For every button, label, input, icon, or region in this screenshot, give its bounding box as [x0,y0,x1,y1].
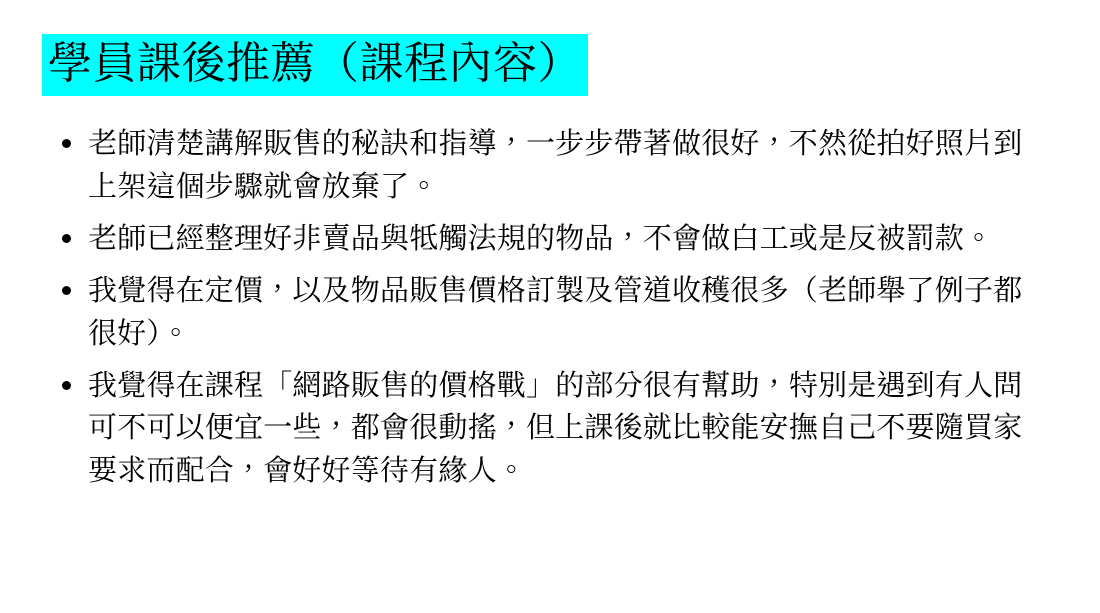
bullet-list [40,122,1060,491]
list-item [58,269,1050,354]
list-item-text: 老師已經整理好非賣品與牴觸法規的物品，不會做白工或是反被罰款。 [88,220,994,255]
list-item [58,217,1050,259]
list-item-text: 我覺得在課程「網路販售的價格戰」的部分很有幫助，特別是遇到有人問可不可以便宜一些，都會很動搖，但上課後就比較能安撫自己不要隨買家要求而配合，會好好等待有緣人。 [88,367,1023,487]
page-title: 學員課後推薦（課程內容） [42,34,588,96]
list-item [58,122,1050,207]
list-item-text: 老師清楚講解販售的秘訣和指導，一步步帶著做很好，不然從拍好照片到上架這個步驟就會放棄了。 [88,126,1023,203]
list-item-text: 我覺得在定價，以及物品販售價格訂製及管道收穫很多（老師舉了例子都很好）。 [88,273,1023,350]
list-item [58,364,1050,491]
